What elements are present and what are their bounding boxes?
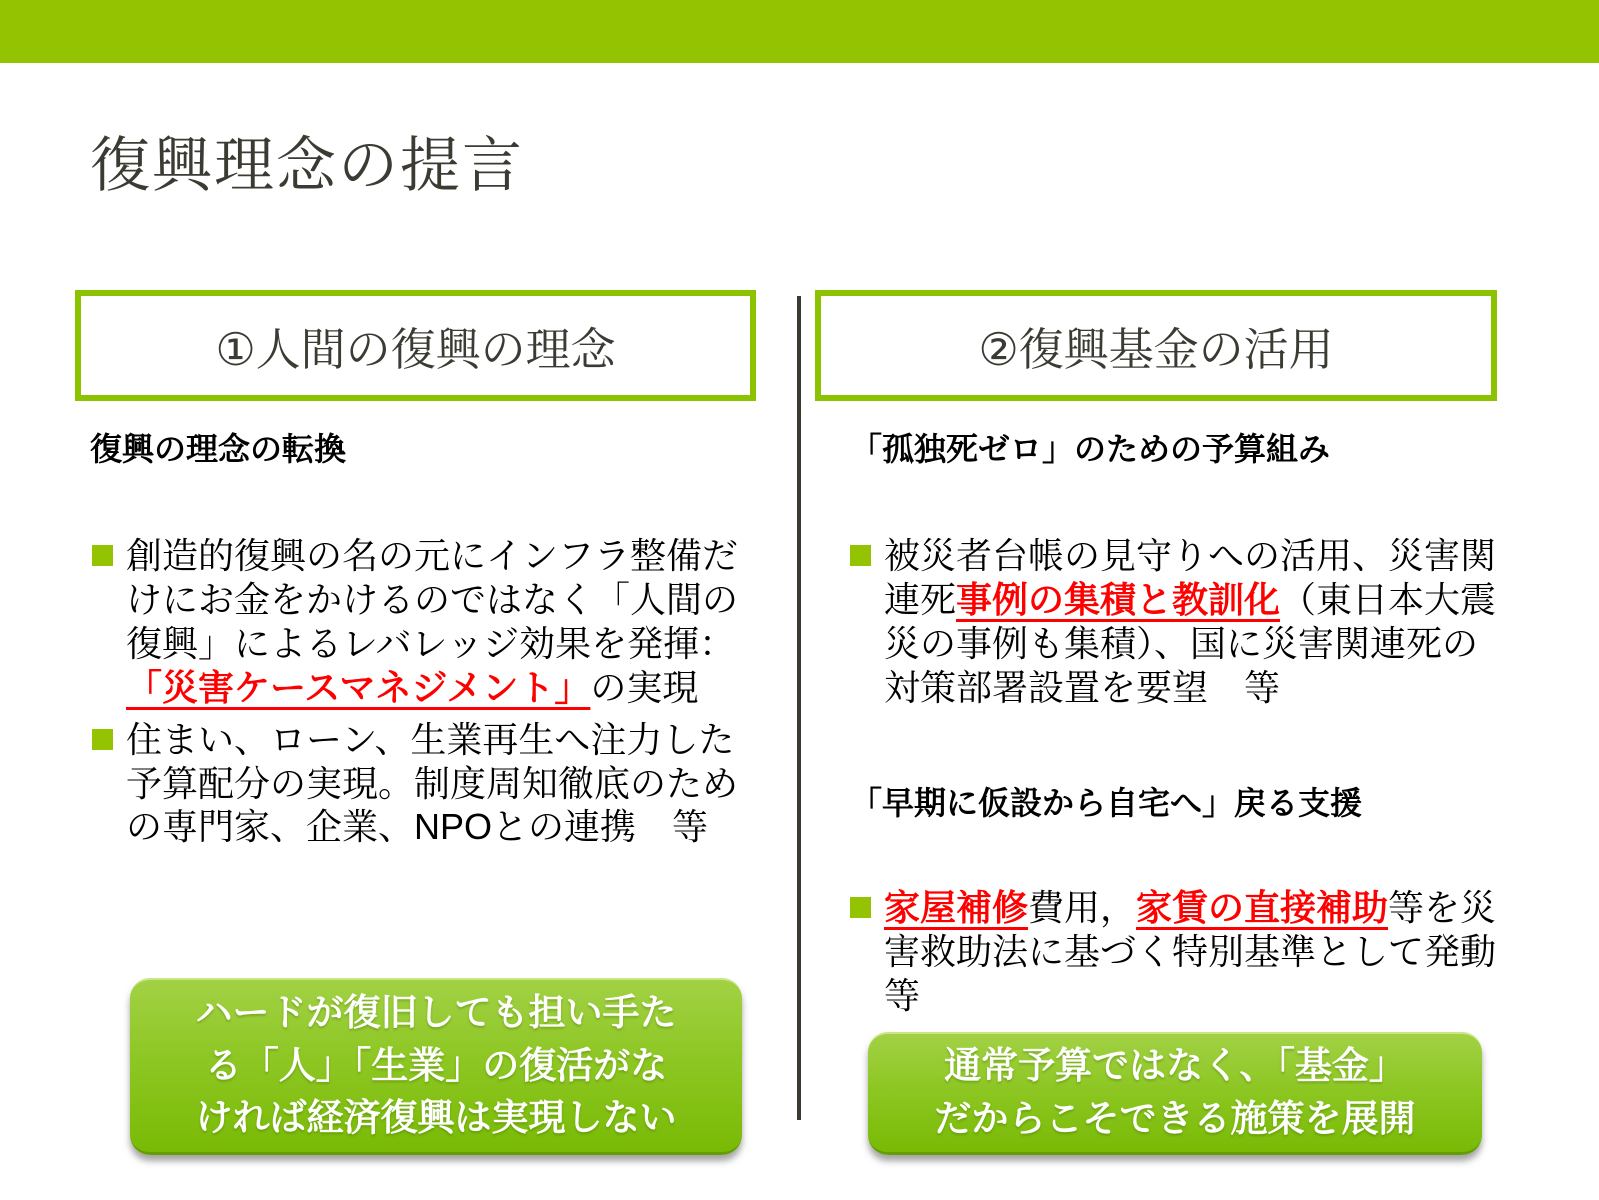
text-segment: 家屋補修 [884,887,1029,928]
list-item [850,534,1512,710]
right-subtitle-1: 「孤独死ゼロ」のための予算組み [850,431,1331,467]
right-callout-box [868,1032,1482,1155]
list-item [850,886,1533,1018]
text-segment: 創造的復興の名の元にインフラ整備だけにお金をかけるのではなく「人間の復興」によるレバレッジ効果を発揮： [126,535,739,664]
bullet-text [126,535,738,708]
text-segment: 「災害ケースマネジメント」 [126,666,591,708]
list-item [92,718,754,850]
text-segment: 事例の集積と教訓化 [956,578,1281,620]
bullet-text [884,535,1496,708]
callout-line: ければ経済復興は実現しない [195,1097,677,1139]
right-subtitle-2: 「早期に仮設から自宅へ」戻る支援 [850,785,1363,821]
right-bullet-list-2 [850,886,1533,1026]
text-segment: （東日本大震災の事例も集積）、国に災害関連死の対策部署設置を要望 等 [884,578,1497,708]
text-segment: 等を災害救助法に基づく特別基準として発動 等 [884,887,1533,1016]
right-column-header [815,290,1497,401]
callout-line: ハードが復旧しても担い手た [195,992,677,1034]
left-column-header-label: ①人間の復興の理念 [215,324,616,375]
text-segment: の実現 [590,666,699,708]
left-bullet-list [92,534,754,857]
callout-line: 通常予算ではなく、「基金」 [944,1045,1406,1087]
page-title: 復興理念の提言 [90,132,524,199]
bullet-square-icon [92,729,113,750]
text-segment: 被災者台帳の見守りへの活用、災害関連死 [884,535,1497,620]
right-column-header-label: ②復興基金の活用 [978,324,1334,375]
text-segment: 家賃の直接補助 [1136,887,1389,928]
top-accent-bar [0,0,1599,63]
callout-line: だからこそできる施策を展開 [934,1098,1416,1139]
left-subtitle: 復興の理念の転換 [90,431,347,467]
left-column-header [75,290,756,401]
bullet-text [126,719,738,848]
callout-line: る「人」「生業」の復活がな [204,1044,668,1086]
bullet-text [884,887,1532,1016]
bullet-square-icon [92,545,113,566]
right-bullet-list-1 [850,534,1512,718]
text-segment: 住まい、ローン、生業再生へ注力した予算配分の実現。制度周知徹底のための専門家、企業、NPOとの連携 等 [126,718,739,848]
column-divider [797,296,801,1120]
list-item [92,534,754,710]
bullet-square-icon [850,545,871,566]
text-segment: 費用， [1028,887,1137,928]
bullet-square-icon [850,897,871,918]
left-callout-box [130,978,742,1155]
